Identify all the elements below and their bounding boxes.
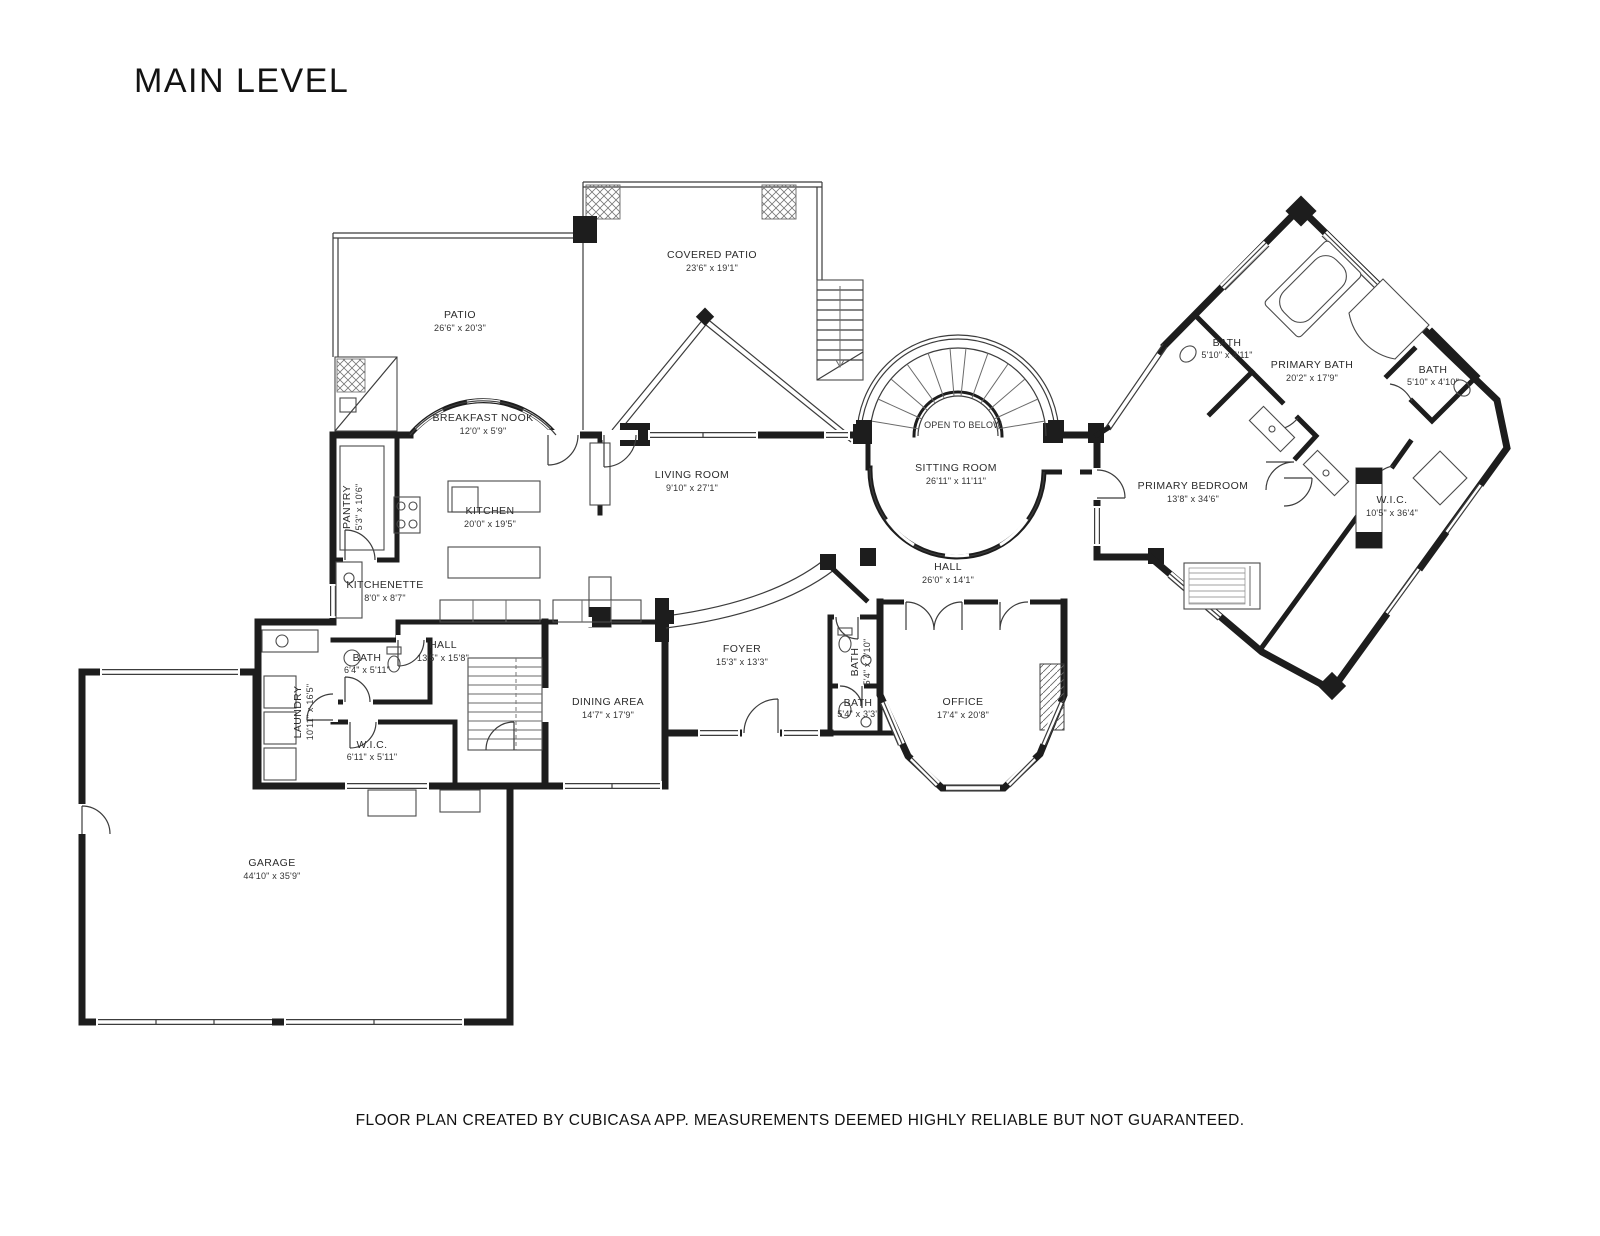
room-label-kitchenette: KITCHENETTE <box>346 579 424 591</box>
svg-text:5'10" x 4'11": 5'10" x 4'11" <box>1201 350 1253 360</box>
svg-text:15'3" x 13'3": 15'3" x 13'3" <box>716 657 768 667</box>
room-label-bath-small2: BATH <box>843 697 873 709</box>
svg-text:10'11" x 16'5": 10'11" x 16'5" <box>305 683 315 741</box>
shower <box>1349 279 1429 359</box>
room-label-office: OFFICE <box>942 696 984 708</box>
footer-disclaimer: FLOOR PLAN CREATED BY CUBICASA APP. MEASUREMENTS DEEMED HIGHLY RELIABLE BUT NOT GUARANTEED. <box>355 1112 1245 1129</box>
room-label-pantry <box>341 484 364 531</box>
room-label-covered-patio: COVERED PATIO <box>667 249 757 261</box>
svg-text:6'11" x 5'11": 6'11" x 5'11" <box>346 752 398 762</box>
svg-text:LAUNDRY: LAUNDRY <box>292 685 304 739</box>
room-label-primary-bath: PRIMARY BATH <box>1270 359 1354 371</box>
bed <box>1184 563 1260 609</box>
room-label-garage: GARAGE <box>248 857 296 869</box>
room-label-laundry <box>292 684 315 741</box>
svg-text:5'4" x 7'10": 5'4" x 7'10" <box>862 638 872 686</box>
svg-text:20'2" x 17'9": 20'2" x 17'9" <box>1286 373 1338 383</box>
room-label-bath-nw: BATH <box>1212 337 1242 349</box>
svg-text:26'6" x 20'3": 26'6" x 20'3" <box>434 323 486 333</box>
room-label-bath-small: BATH <box>352 652 382 664</box>
outdoor-stairs <box>817 280 863 380</box>
svg-text:13'8" x 34'6": 13'8" x 34'6" <box>1167 494 1219 504</box>
page-title: MAIN LEVEL <box>134 62 350 100</box>
svg-text:6'4" x 5'11": 6'4" x 5'11" <box>343 665 391 675</box>
covered-patio-outline <box>573 182 856 442</box>
room-label-bath-ne: BATH <box>1418 364 1448 376</box>
open-to-below-label: OPEN TO BELOW <box>924 420 1002 430</box>
room-label-dining-area: DINING AREA <box>571 696 645 708</box>
svg-text:26'0" x 14'1": 26'0" x 14'1" <box>922 575 974 585</box>
room-label-wic-primary: W.I.C. <box>1376 494 1408 506</box>
primary-wing-walls <box>1097 195 1507 700</box>
svg-text:26'11" x 11'11": 26'11" x 11'11" <box>925 476 987 486</box>
svg-text:23'6" x 19'1": 23'6" x 19'1" <box>686 263 738 273</box>
room-label-hall-upper: HALL <box>934 561 962 573</box>
room-label-wic-left: W.I.C. <box>356 739 388 751</box>
room-label-hall-left: HALL <box>429 639 457 651</box>
svg-text:12'0" x 5'9": 12'0" x 5'9" <box>459 426 507 436</box>
room-label-kitchen: KITCHEN <box>465 505 515 517</box>
svg-text:5'3" x 10'6": 5'3" x 10'6" <box>354 483 364 531</box>
room-label-primary-bedroom: PRIMARY BEDROOM <box>1137 480 1249 492</box>
svg-text:9'10" x 27'1": 9'10" x 27'1" <box>666 483 718 493</box>
svg-text:17'4" x 20'8": 17'4" x 20'8" <box>937 710 989 720</box>
svg-text:14'7" x 17'9": 14'7" x 17'9" <box>582 710 634 720</box>
room-label-bath-vert <box>849 639 872 686</box>
svg-text:5'10" x 4'10": 5'10" x 4'10" <box>1407 377 1459 387</box>
svg-text:BATH: BATH <box>849 647 861 677</box>
svg-text:5'4" x 3'3": 5'4" x 3'3" <box>837 709 879 719</box>
svg-text:44'10" x 35'9": 44'10" x 35'9" <box>243 871 301 881</box>
doors-and-windows <box>307 401 1125 791</box>
room-label-patio: PATIO <box>444 309 476 321</box>
svg-text:10'5" x 36'4": 10'5" x 36'4" <box>1366 508 1418 518</box>
svg-text:PANTRY: PANTRY <box>341 484 353 530</box>
room-label-foyer: FOYER <box>722 643 762 655</box>
room-label-sitting-room: SITTING ROOM <box>915 462 997 474</box>
toilet <box>1177 343 1200 366</box>
room-label-breakfast-nook: BREAKFAST NOOK <box>432 412 534 424</box>
svg-text:8'0" x 8'7": 8'0" x 8'7" <box>364 593 406 603</box>
svg-text:20'0" x 19'5": 20'0" x 19'5" <box>464 519 516 529</box>
svg-text:13'5" x 15'8": 13'5" x 15'8" <box>417 653 469 663</box>
room-label-living-room: LIVING ROOM <box>654 469 730 481</box>
